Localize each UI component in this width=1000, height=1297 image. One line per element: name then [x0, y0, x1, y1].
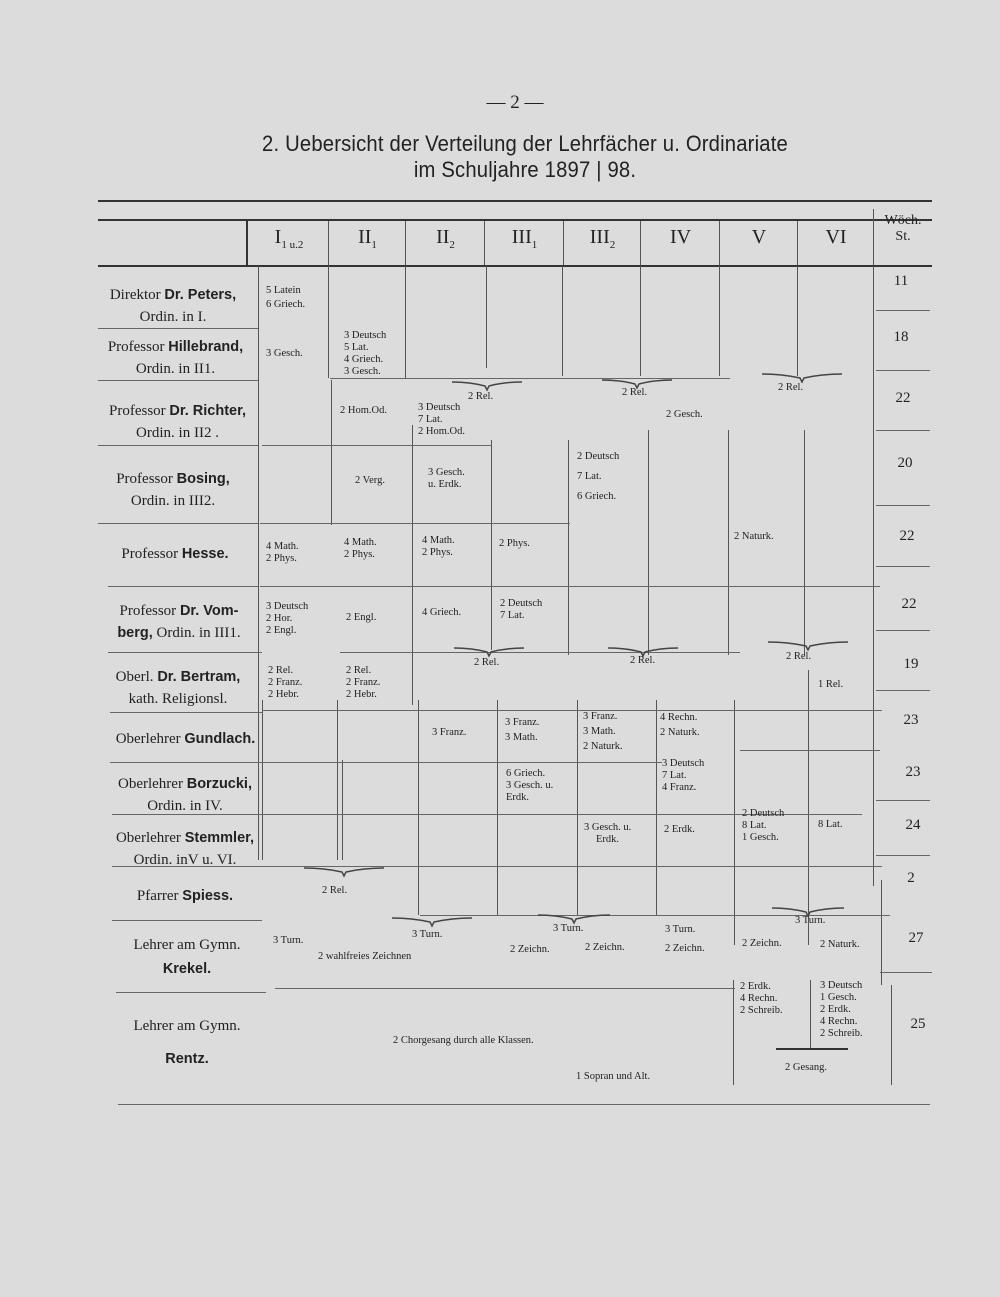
cell-stemmler-V: 2 Deutsch 8 Lat. 1 Gesch.: [742, 808, 785, 843]
total-bosing: 20: [897, 455, 913, 471]
cell-hesse-V: 2 Naturk.: [734, 531, 774, 542]
cell-krekel-VI: 2 Naturk.: [820, 939, 860, 950]
col-header-IV: IV: [669, 226, 692, 248]
cell-hesse-II2: 4 Math. 2 Phys.: [422, 535, 455, 558]
teacher-vomberg: Professor Dr. Vom- berg, Ordin. in III1.: [117, 603, 241, 641]
cell-hesse-I: 4 Math. 2 Phys.: [266, 541, 299, 564]
cell-hillebrand-I: 3 Gesch.: [266, 348, 303, 359]
teacher-hesse: Professor Hesse.: [121, 546, 229, 562]
col-header-II1: $II_1$: [358, 226, 377, 251]
header-divider: [246, 221, 248, 265]
cell-borzucki-IV: 3 Deutsch 7 Lat. 4 Franz.: [662, 758, 705, 793]
teacher-bertram: Oberl. Dr. Bertram, kath. Religionsl.: [115, 669, 241, 707]
cell-bertram-VI: 1 Rel.: [818, 679, 844, 690]
header-top-rule: [98, 219, 932, 221]
cell-stemmler-VI: 8 Lat.: [818, 819, 843, 830]
cell-bertram-II1: 2 Rel. 2 Franz. 2 Hebr.: [346, 665, 381, 700]
cell-krekel-V: 2 Zeichn.: [742, 938, 782, 949]
cell-hillebrand-II1: 3 Deutsch 5 Lat. 4 Griech. 3 Gesch.: [344, 330, 387, 377]
cell-krekel-III1: 2 Zeichn.: [510, 944, 550, 955]
cell-gundlach-III1: 3 Franz. 3 Math.: [505, 717, 540, 743]
teacher-gundlach: Oberlehrer Gundlach.: [115, 731, 256, 747]
cell-krekel-zeichnen: 2 wahlfreies Zeichnen: [318, 951, 412, 962]
total-rentz: 25: [910, 1016, 926, 1032]
top-rule: [98, 200, 932, 202]
cell-rentz-gesang: 2 Gesang.: [785, 1062, 827, 1073]
cell-rentz-sopran: 1 Sopran und Alt.: [576, 1071, 651, 1082]
total-stemmler: 24: [905, 817, 921, 833]
teacher-bosing: Professor Bosing, Ordin. in III2.: [116, 471, 230, 509]
cell-vomberg-II1: 2 Engl.: [346, 612, 377, 623]
col-header-III2: $III_2$: [589, 226, 616, 251]
cell-bertram-rel-II2III1: 2 Rel.: [474, 657, 500, 668]
teacher-hillebrand: Professor Hillebrand, Ordin. in II1.: [107, 339, 244, 377]
cell-richter-rel-VVI: 2 Rel.: [778, 382, 804, 393]
cell-bertram-rel-III2IV: 2 Rel.: [630, 655, 656, 666]
teacher-spiess: Pfarrer Spiess.: [136, 888, 234, 904]
cell-richter-II1: 2 Hom.Od.: [340, 405, 387, 416]
teacher-peters: Direktor Dr. Peters, Ordin. in I.: [109, 287, 237, 325]
cell-stemmler-IV: 2 Erdk.: [664, 824, 695, 835]
cell-krekel-turn-II: 3 Turn.: [412, 929, 443, 940]
page-title: 2. Uebersicht der Verteilung der Lehrfächer u. Ordinariate: [262, 131, 788, 156]
total-borzucki: 23: [905, 764, 921, 780]
col-header-III1: $III_1$: [511, 226, 538, 251]
cell-krekel-I: 3 Turn.: [273, 935, 304, 946]
col-header-V: V: [751, 226, 767, 248]
cell-borzucki-III1: 6 Griech. 3 Gesch. u. Erdk.: [506, 768, 554, 803]
brace-turn-krekel-II: [390, 916, 474, 928]
total-krekel: 27: [908, 930, 924, 946]
cell-krekel-turn-III: 3 Turn.: [553, 923, 584, 934]
brace-rel-spiess: [302, 866, 386, 878]
brace-gesang: [774, 1047, 850, 1053]
cell-richter-rel-II2III1: 2 Rel.: [468, 391, 494, 402]
cell-vomberg-II2: 4 Griech.: [422, 607, 462, 618]
total-spiess: 2: [907, 870, 915, 886]
cell-gundlach-III2: 3 Franz. 3 Math. 2 Naturk.: [583, 711, 623, 752]
cell-bertram-rel-VVI: 2 Rel.: [786, 651, 812, 662]
cell-richter-IV: 2 Gesch.: [666, 409, 703, 420]
header-bottom-rule: [98, 265, 932, 267]
col-header-VI: VI: [825, 226, 847, 248]
col-header-II2: $II_2$: [436, 226, 455, 251]
total-richter: 22: [895, 390, 911, 406]
teacher-rentz: Lehrer am Gymn. Rentz.: [133, 1018, 241, 1067]
cell-richter-II2: 3 Deutsch 7 Lat. 2 Hom.Od.: [418, 402, 465, 437]
cell-rentz-VI: 3 Deutsch 1 Gesch. 2 Erdk. 4 Rechn. 2 Schreib.: [820, 980, 863, 1039]
cell-krekel-III2: 2 Zeichn.: [585, 942, 625, 953]
cell-stemmler-III2: 3 Gesch. u. Erdk.: [584, 822, 632, 845]
total-peters: 11: [893, 273, 909, 289]
cell-krekel-IV: 3 Turn. 2 Zeichn.: [665, 924, 705, 954]
col-header-I: $I_{1 u.2}$: [274, 226, 304, 251]
cell-bertram-I: 2 Rel. 2 Franz. 2 Hebr.: [268, 665, 303, 700]
teacher-krekel: Lehrer am Gymn. Krekel.: [133, 937, 241, 977]
total-hillebrand: 18: [893, 329, 909, 345]
page-subtitle: im Schuljahre 1897 | 98.: [413, 157, 637, 182]
cell-peters-I: 5 Latein 6 Griech.: [266, 285, 306, 310]
cell-gundlach-II2: 3 Franz.: [432, 727, 467, 738]
cell-gundlach-IV: 4 Rechn. 2 Naturk.: [660, 712, 700, 738]
total-gundlach: 23: [903, 712, 919, 728]
cell-rentz-chorgesang: 2 Chorgesang durch alle Klassen.: [393, 1035, 534, 1046]
cell-richter-rel-III2IV: 2 Rel.: [622, 387, 648, 398]
bottom-rule: [118, 1104, 930, 1105]
cell-rentz-V: 2 Erdk. 4 Rechn. 2 Schreib.: [740, 981, 783, 1016]
teacher-stemmler: Oberlehrer Stemmler, Ordin. inV u. VI.: [115, 830, 255, 868]
cell-spiess-rel: 2 Rel.: [322, 885, 348, 896]
teacher-richter: Professor Dr. Richter, Ordin. in II2 .: [109, 403, 246, 441]
cell-vomberg-III1: 2 Deutsch 7 Lat.: [500, 598, 543, 621]
cell-bosing-III2: 2 Deutsch 7 Lat. 6 Griech.: [577, 451, 620, 502]
col-header-total: Wöch. St.: [884, 213, 922, 244]
page-number: — 2 —: [486, 92, 544, 113]
total-vomberg: 22: [901, 596, 917, 612]
total-bertram: 19: [903, 656, 919, 672]
cell-vomberg-I: 3 Deutsch 2 Hor. 2 Engl.: [266, 601, 309, 636]
teacher-borzucki: Oberlehrer Borzucki, Ordin. in IV.: [118, 776, 252, 814]
cell-bosing-II2: 3 Gesch. u. Erdk.: [428, 467, 465, 490]
cell-krekel-turn-VVI: 3 Turn.: [795, 915, 826, 926]
cell-bosing-II1: 2 Verg.: [355, 475, 385, 486]
cell-hesse-III1: 2 Phys.: [499, 538, 530, 549]
total-hesse: 22: [899, 528, 915, 544]
cell-hesse-II1: 4 Math. 2 Phys.: [344, 537, 377, 560]
